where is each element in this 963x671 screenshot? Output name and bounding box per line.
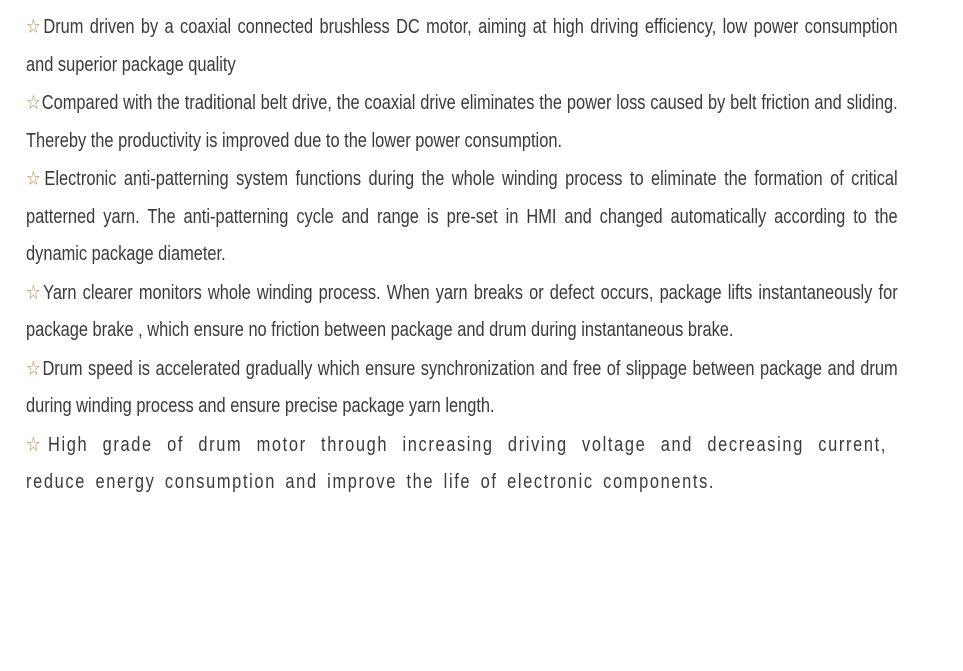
- feature-item-drum-motor-grade: [26, 426, 887, 502]
- feature-text: High grade of drum motor through increasing driving voltage and decreasing current, reduce energy consumption and improve the life of electronic components.: [26, 433, 887, 493]
- feature-text: Yarn clearer monitors whole winding process. When yarn breaks or defect occurs, package lifts instantaneously for package brake , which ensure no friction between package and drum during instantaneous brake.: [26, 281, 898, 341]
- feature-item-coaxial-motor: [26, 8, 898, 84]
- feature-list: [26, 8, 898, 502]
- star-icon: ☆: [26, 279, 43, 304]
- star-icon: ☆: [26, 90, 41, 114]
- feature-text: Drum speed is accelerated gradually which ensure synchronization and free of slippage between package and drum during winding process and ensure precise package yarn length.: [26, 357, 898, 417]
- feature-item-yarn-clearer: [26, 274, 898, 350]
- feature-item-coaxial-drive: [26, 84, 898, 160]
- feature-item-drum-speed: [26, 350, 898, 426]
- feature-text: Compared with the traditional belt drive, the coaxial drive eliminates the power loss caused by belt friction and sliding. Thereby the productivity is improved due to the lower power consumption.: [26, 92, 898, 152]
- star-icon: ☆: [26, 431, 48, 456]
- feature-text: Electronic anti-patterning system functions during the whole winding process to eliminate the formation of critical patterned yarn. The anti-patterning cycle and range is pre-set in HMI and changed automatically according to the dynamic package diameter.: [26, 168, 898, 265]
- star-icon: ☆: [26, 14, 43, 38]
- feature-item-anti-patterning: [26, 160, 898, 274]
- feature-text: Drum driven by a coaxial connected brushless DC motor, aiming at high driving efficiency, low power consumption and superior package quality: [26, 16, 898, 76]
- star-icon: ☆: [26, 166, 44, 190]
- star-icon: ☆: [26, 355, 42, 380]
